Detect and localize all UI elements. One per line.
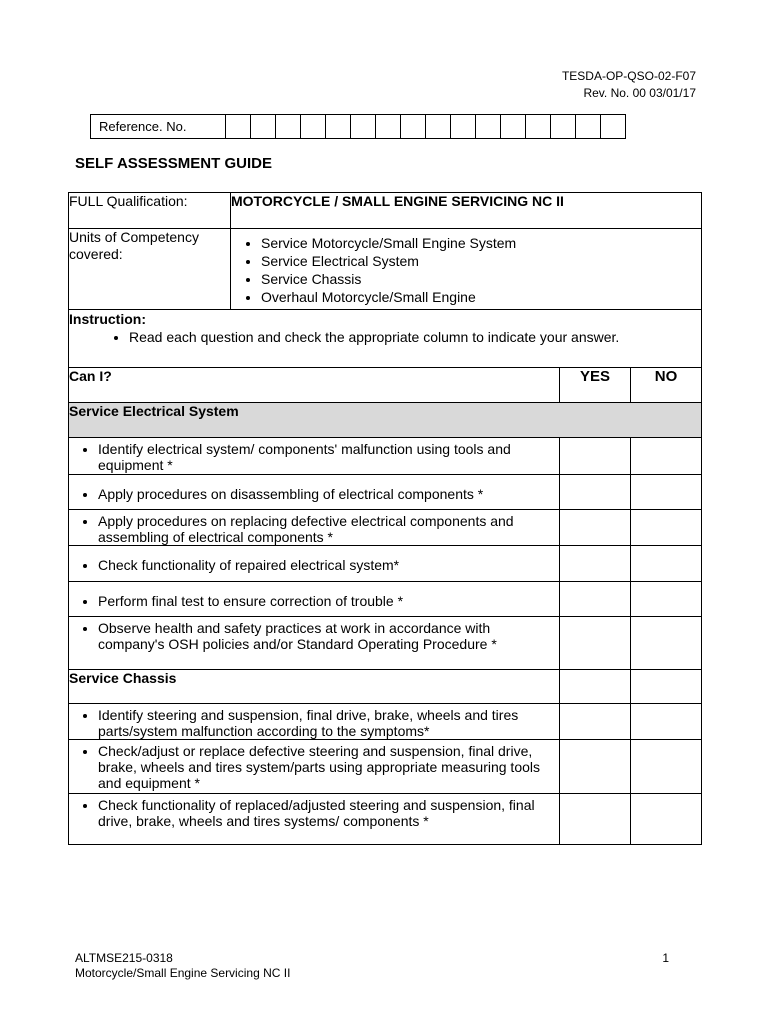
question-cell bbox=[69, 546, 560, 582]
question-text: • Apply procedures on disassembling of electrical components * bbox=[98, 486, 553, 502]
column-header-row bbox=[69, 368, 702, 403]
qualification-row bbox=[69, 193, 702, 229]
yes-checkbox[interactable] bbox=[560, 438, 631, 475]
question-cell bbox=[69, 475, 560, 510]
question-row bbox=[69, 740, 702, 794]
question-text: • Perform final test to ensure correction of trouble * bbox=[98, 593, 553, 609]
form-code: TESDA-OP-QSO-02-F07 bbox=[561, 69, 696, 83]
yes-checkbox[interactable] bbox=[560, 582, 631, 617]
question-row bbox=[69, 704, 702, 740]
question-cell bbox=[69, 704, 560, 740]
question-cell bbox=[69, 582, 560, 617]
footer-doc-title: Motorcycle/Small Engine Servicing NC II bbox=[75, 966, 291, 980]
question-cell bbox=[69, 617, 560, 670]
question-cell bbox=[69, 510, 560, 546]
instruction-list bbox=[69, 328, 701, 346]
reference-box[interactable] bbox=[301, 115, 326, 139]
units-row bbox=[69, 229, 702, 310]
question-row bbox=[69, 510, 702, 546]
yes-checkbox[interactable] bbox=[560, 510, 631, 546]
section-row bbox=[69, 403, 702, 438]
no-checkbox[interactable] bbox=[631, 438, 702, 475]
footer-doc-code: ALTMSE215-0318 bbox=[75, 951, 173, 965]
reference-box[interactable] bbox=[426, 115, 451, 139]
units-list bbox=[231, 229, 701, 306]
question-text: • Check functionality of replaced/adjusted steering and suspension, final drive, brake, wheels and tires systems/ components * bbox=[98, 797, 553, 829]
no-checkbox[interactable] bbox=[631, 617, 702, 670]
question-text: • Check/adjust or replace defective steering and suspension, final drive, brake, wheels and tires system/parts using appropriate measuring tools and equipment * bbox=[98, 743, 553, 791]
no-checkbox[interactable] bbox=[631, 740, 702, 794]
reference-number-table bbox=[90, 114, 626, 139]
self-assessment-table bbox=[68, 192, 702, 845]
unit-item: • Service Motorcycle/Small Engine System bbox=[261, 234, 701, 252]
question-text: • Identify steering and suspension, final drive, brake, wheels and tires parts/system malfunction according to the symptoms* bbox=[98, 707, 553, 739]
no-checkbox[interactable] bbox=[631, 704, 702, 740]
reference-box[interactable] bbox=[276, 115, 301, 139]
footer bbox=[75, 951, 290, 981]
reference-box[interactable] bbox=[576, 115, 601, 139]
no-checkbox[interactable] bbox=[631, 510, 702, 546]
reference-box[interactable] bbox=[401, 115, 426, 139]
unit-item: • Overhaul Motorcycle/Small Engine bbox=[261, 288, 701, 306]
reference-box[interactable] bbox=[351, 115, 376, 139]
reference-box[interactable] bbox=[226, 115, 251, 139]
instruction-row bbox=[69, 310, 702, 368]
unit-item: • Service Electrical System bbox=[261, 252, 701, 270]
column-header-no: NO bbox=[631, 368, 702, 403]
question-row bbox=[69, 475, 702, 510]
reference-box[interactable] bbox=[601, 115, 626, 139]
reference-number-label: Reference. No. bbox=[91, 115, 226, 139]
question-text: • Check functionality of repaired electrical system* bbox=[98, 557, 553, 573]
column-header-yes: YES bbox=[560, 368, 631, 403]
reference-box[interactable] bbox=[551, 115, 576, 139]
reference-box[interactable] bbox=[526, 115, 551, 139]
form-code-block bbox=[562, 68, 696, 102]
question-row bbox=[69, 617, 702, 670]
no-checkbox[interactable] bbox=[631, 582, 702, 617]
unit-item: • Service Chassis bbox=[261, 270, 701, 288]
units-list-cell bbox=[231, 229, 702, 310]
instruction-text: • Read each question and check the appropriate column to indicate your answer. bbox=[129, 328, 701, 346]
instruction-cell bbox=[69, 310, 702, 368]
question-row bbox=[69, 546, 702, 582]
yes-checkbox[interactable] bbox=[560, 546, 631, 582]
reference-box[interactable] bbox=[476, 115, 501, 139]
yes-checkbox[interactable] bbox=[560, 617, 631, 670]
question-cell bbox=[69, 794, 560, 845]
question-cell bbox=[69, 438, 560, 475]
section-title: Service Chassis bbox=[69, 670, 560, 704]
column-header-question: Can I? bbox=[69, 368, 560, 403]
instruction-label: Instruction: bbox=[69, 311, 146, 327]
section-title: Service Electrical System bbox=[69, 403, 702, 438]
reference-box[interactable] bbox=[451, 115, 476, 139]
yes-checkbox[interactable] bbox=[560, 475, 631, 510]
question-text: • Apply procedures on replacing defective electrical components and assembling of electrical components * bbox=[98, 513, 553, 545]
yes-checkbox[interactable] bbox=[560, 704, 631, 740]
question-row bbox=[69, 794, 702, 845]
reference-box[interactable] bbox=[251, 115, 276, 139]
qualification-value: MOTORCYCLE / SMALL ENGINE SERVICING NC II bbox=[231, 193, 702, 229]
reference-box[interactable] bbox=[501, 115, 526, 139]
question-row bbox=[69, 438, 702, 475]
revision-number: Rev. No. 00 03/01/17 bbox=[583, 86, 696, 100]
yes-checkbox[interactable] bbox=[560, 794, 631, 845]
question-text: • Identify electrical system/ components' malfunction using tools and equipment * bbox=[98, 441, 553, 473]
no-checkbox[interactable] bbox=[631, 475, 702, 510]
question-row bbox=[69, 582, 702, 617]
reference-box[interactable] bbox=[326, 115, 351, 139]
yes-checkbox[interactable] bbox=[560, 740, 631, 794]
section-row bbox=[69, 670, 702, 704]
no-checkbox[interactable] bbox=[631, 794, 702, 845]
reference-box[interactable] bbox=[376, 115, 401, 139]
page-title: SELF ASSESSMENT GUIDE bbox=[75, 155, 272, 172]
qualification-label: FULL Qualification: bbox=[69, 193, 231, 229]
page-number: 1 bbox=[662, 951, 669, 965]
question-text: • Observe health and safety practices at work in accordance with company's OSH policies and/or Standard Operating Procedure * bbox=[98, 620, 553, 652]
question-cell bbox=[69, 740, 560, 794]
no-checkbox[interactable] bbox=[631, 546, 702, 582]
units-label: Units of Competency covered: bbox=[69, 229, 231, 310]
no-cell bbox=[631, 670, 702, 704]
yes-cell bbox=[560, 670, 631, 704]
